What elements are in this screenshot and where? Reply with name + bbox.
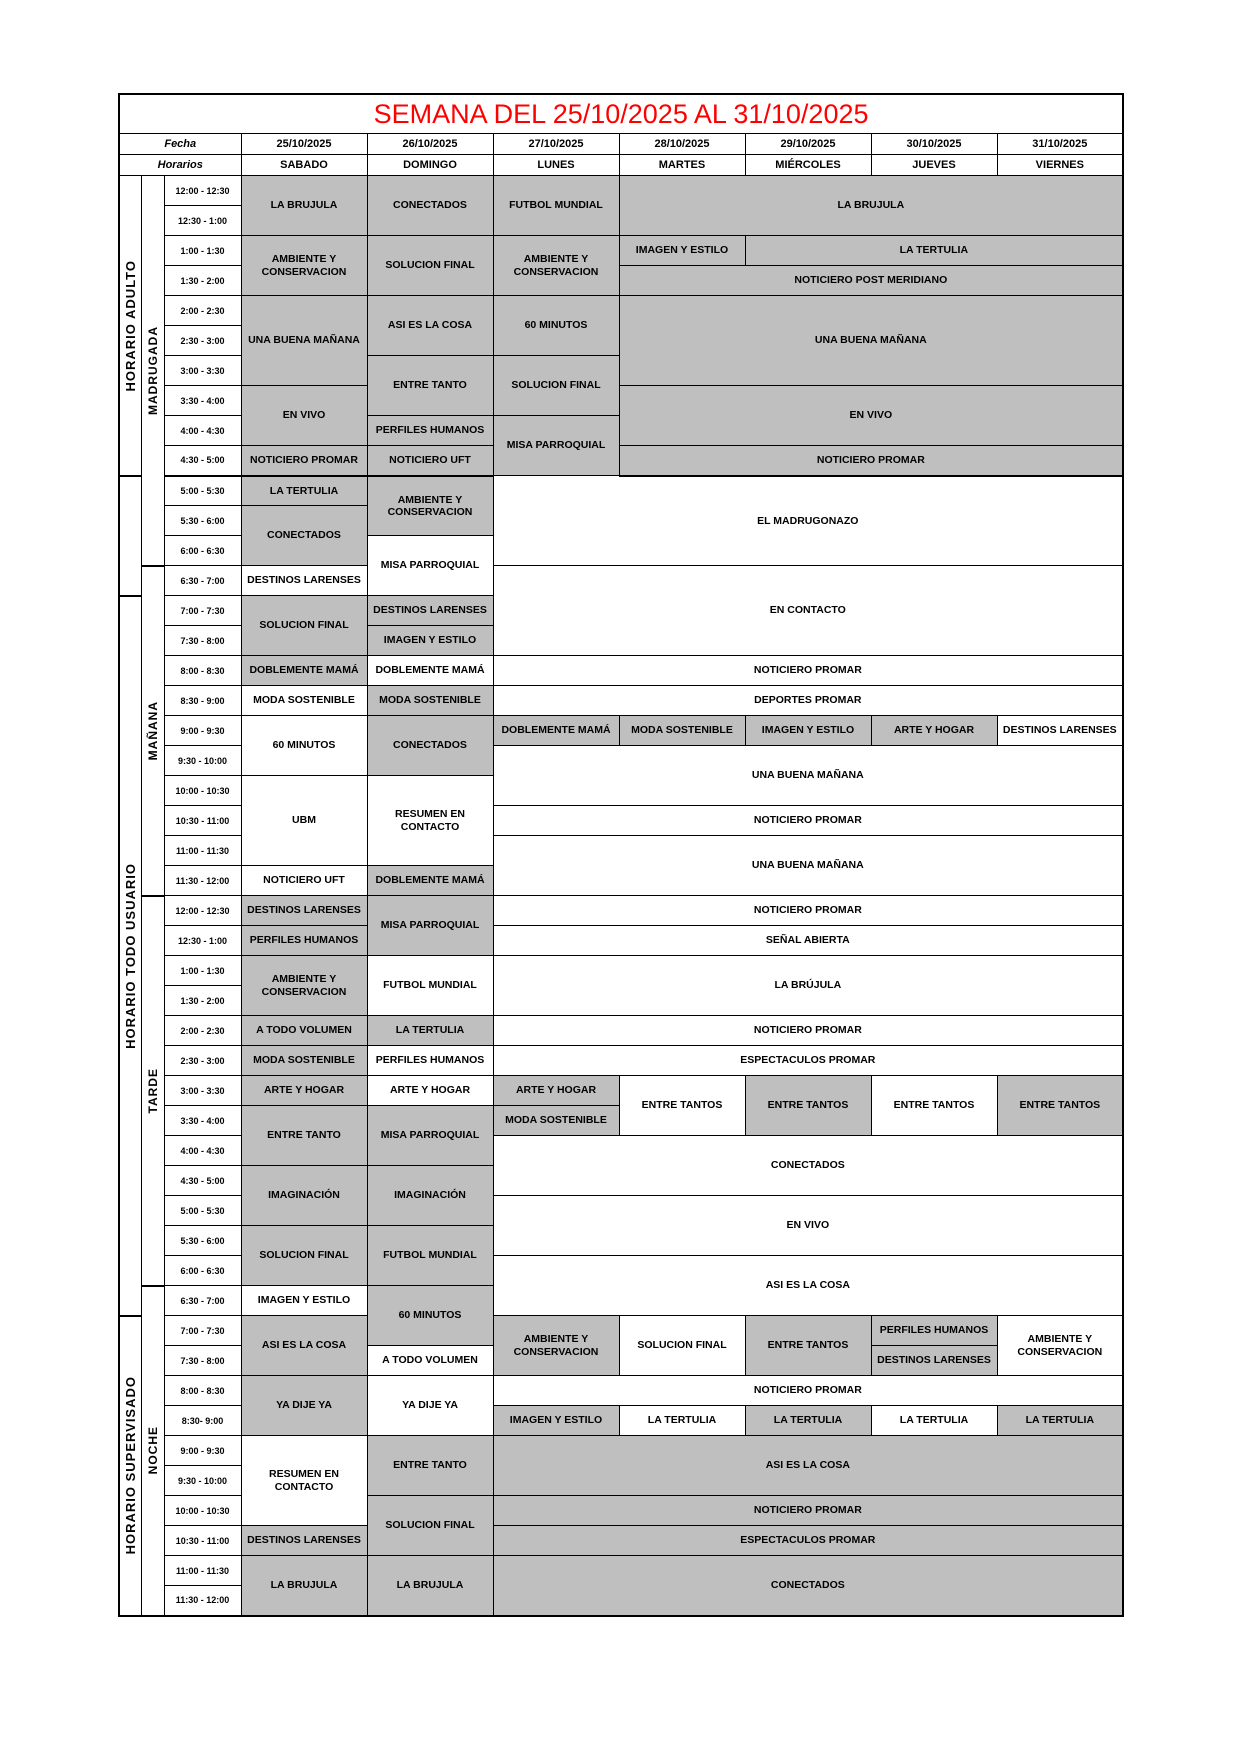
program-cell: UBM (241, 776, 367, 866)
program-cell: ASI ES LA COSA (367, 296, 493, 356)
program-cell: DEPORTES PROMAR (493, 686, 1123, 716)
title-row (119, 94, 1123, 134)
day-header: DOMINGO (367, 155, 493, 176)
program-cell: ARTE Y HOGAR (241, 1076, 367, 1106)
date-header: 27/10/2025 (493, 134, 619, 155)
schedule-row (119, 656, 1123, 686)
schedule-row (119, 896, 1123, 926)
period-label: MAÑANA (141, 566, 164, 896)
time-slot: 7:30 - 8:00 (164, 626, 241, 656)
program-cell: SEÑAL ABIERTA (493, 926, 1123, 956)
schedule-row (119, 1316, 1123, 1346)
program-cell: CONECTADOS (493, 1136, 1123, 1196)
schedule-row (119, 1076, 1123, 1106)
program-cell: MISA PARROQUIAL (493, 416, 619, 476)
time-slot: 11:00 - 11:30 (164, 836, 241, 866)
program-cell: LA BRUJULA (619, 176, 1123, 236)
program-cell: A TODO VOLUMEN (241, 1016, 367, 1046)
program-cell: SOLUCION FINAL (493, 356, 619, 416)
program-cell: DESTINOS LARENSES (871, 1346, 997, 1376)
program-cell: MODA SOSTENIBLE (619, 716, 745, 746)
program-cell: ENTRE TANTOS (997, 1076, 1123, 1136)
time-slot: 7:30 - 8:00 (164, 1346, 241, 1376)
time-slot: 2:30 - 3:00 (164, 1046, 241, 1076)
program-cell: LA BRUJULA (241, 176, 367, 236)
fecha-label: Fecha (119, 134, 241, 155)
program-cell: MODA SOSTENIBLE (241, 1046, 367, 1076)
day-header: MIÉRCOLES (745, 155, 871, 176)
program-cell: FUTBOL MUNDIAL (367, 1226, 493, 1286)
program-cell: NOTICIERO POST MERIDIANO (619, 266, 1123, 296)
schedule-row (119, 446, 1123, 476)
time-slot: 8:00 - 8:30 (164, 656, 241, 686)
program-cell: UNA BUENA MAÑANA (241, 296, 367, 386)
program-cell: MISA PARROQUIAL (367, 1106, 493, 1166)
time-slot: 11:30 - 12:00 (164, 1586, 241, 1616)
program-cell: LA BRUJULA (367, 1556, 493, 1616)
program-cell: NOTICIERO PROMAR (493, 896, 1123, 926)
schedule-row (119, 686, 1123, 716)
schedule-row (119, 1436, 1123, 1466)
program-cell: SOLUCION FINAL (241, 596, 367, 656)
schedule-row (119, 236, 1123, 266)
program-cell: LA BRUJULA (241, 1556, 367, 1616)
section-label: HORARIO ADULTO (119, 176, 141, 476)
horarios-label: Horarios (119, 155, 241, 176)
time-slot: 4:30 - 5:00 (164, 1166, 241, 1196)
program-cell: CONECTADOS (493, 1556, 1123, 1616)
time-slot: 10:00 - 10:30 (164, 1496, 241, 1526)
program-cell: ASI ES LA COSA (493, 1436, 1123, 1496)
program-cell: ENTRE TANTOS (871, 1076, 997, 1136)
date-header: 30/10/2025 (871, 134, 997, 155)
program-cell: IMAGINACIÓN (241, 1166, 367, 1226)
program-cell: IMAGEN Y ESTILO (241, 1286, 367, 1316)
program-cell: FUTBOL MUNDIAL (367, 956, 493, 1016)
time-slot: 12:30 - 1:00 (164, 926, 241, 956)
date-header: 31/10/2025 (997, 134, 1123, 155)
program-cell: ASI ES LA COSA (493, 1256, 1123, 1316)
section-label: HORARIO SUPERVISADO (119, 1316, 141, 1616)
program-cell: NOTICIERO UFT (367, 446, 493, 476)
time-slot: 5:30 - 6:00 (164, 506, 241, 536)
time-slot: 3:30 - 4:00 (164, 386, 241, 416)
program-cell: CONECTADOS (241, 506, 367, 566)
time-slot: 7:00 - 7:30 (164, 596, 241, 626)
page-title: SEMANA DEL 25/10/2025 AL 31/10/2025 (119, 94, 1123, 134)
program-cell: IMAGEN Y ESTILO (493, 1406, 619, 1436)
time-slot: 4:30 - 5:00 (164, 446, 241, 476)
program-cell: NOTICIERO PROMAR (493, 1376, 1123, 1406)
program-cell: SOLUCION FINAL (367, 236, 493, 296)
program-cell: LA TERTULIA (997, 1406, 1123, 1436)
program-cell: 60 MINUTOS (493, 296, 619, 356)
program-cell: DOBLEMENTE MAMÁ (367, 656, 493, 686)
time-slot: 1:00 - 1:30 (164, 956, 241, 986)
day-header: MARTES (619, 155, 745, 176)
time-slot: 9:30 - 10:00 (164, 1466, 241, 1496)
program-cell: DESTINOS LARENSES (241, 566, 367, 596)
time-slot: 12:00 - 12:30 (164, 896, 241, 926)
schedule-row (119, 1016, 1123, 1046)
program-cell: ENTRE TANTO (367, 1436, 493, 1496)
day-header: SABADO (241, 155, 367, 176)
time-slot: 3:00 - 3:30 (164, 1076, 241, 1106)
program-cell: NOTICIERO PROMAR (493, 1016, 1123, 1046)
program-cell: PERFILES HUMANOS (367, 416, 493, 446)
schedule-row (119, 296, 1123, 326)
program-cell: ARTE Y HOGAR (871, 716, 997, 746)
time-slot: 12:30 - 1:00 (164, 206, 241, 236)
program-cell: ARTE Y HOGAR (493, 1076, 619, 1106)
schedule-row (119, 1556, 1123, 1586)
time-slot: 2:30 - 3:00 (164, 326, 241, 356)
program-cell: ESPECTACULOS PROMAR (493, 1046, 1123, 1076)
program-cell: 60 MINUTOS (367, 1286, 493, 1346)
program-cell: LA TERTULIA (745, 1406, 871, 1436)
schedule-row (119, 1526, 1123, 1556)
program-cell: DESTINOS LARENSES (367, 596, 493, 626)
program-cell: NOTICIERO PROMAR (493, 1496, 1123, 1526)
program-cell: IMAGEN Y ESTILO (367, 626, 493, 656)
program-cell: CONECTADOS (367, 716, 493, 776)
time-slot: 9:00 - 9:30 (164, 716, 241, 746)
program-cell: SOLUCION FINAL (619, 1316, 745, 1376)
program-cell: LA BRÚJULA (493, 956, 1123, 1016)
program-cell: DESTINOS LARENSES (997, 716, 1123, 746)
time-slot: 5:30 - 6:00 (164, 1226, 241, 1256)
time-slot: 9:00 - 9:30 (164, 1436, 241, 1466)
program-cell: AMBIENTE Y CONSERVACION (367, 476, 493, 536)
schedule-row (119, 476, 1123, 506)
program-cell: DESTINOS LARENSES (241, 1526, 367, 1556)
date-header: 29/10/2025 (745, 134, 871, 155)
program-cell: LA TERTULIA (871, 1406, 997, 1436)
time-slot: 12:00 - 12:30 (164, 176, 241, 206)
time-slot: 1:30 - 2:00 (164, 266, 241, 296)
day-row (119, 155, 1123, 176)
time-slot: 9:30 - 10:00 (164, 746, 241, 776)
program-cell: ENTRE TANTO (367, 356, 493, 416)
time-slot: 10:00 - 10:30 (164, 776, 241, 806)
time-slot: 11:30 - 12:00 (164, 866, 241, 896)
program-cell: MISA PARROQUIAL (367, 896, 493, 956)
program-cell: DOBLEMENTE MAMÁ (493, 716, 619, 746)
time-slot: 6:30 - 7:00 (164, 566, 241, 596)
time-slot: 4:00 - 4:30 (164, 1136, 241, 1166)
program-cell: PERFILES HUMANOS (241, 926, 367, 956)
program-cell: RESUMEN EN CONTACTO (241, 1436, 367, 1526)
program-cell: A TODO VOLUMEN (367, 1346, 493, 1376)
schedule-row (119, 1376, 1123, 1406)
program-cell: AMBIENTE Y CONSERVACION (997, 1316, 1123, 1376)
program-cell: EL MADRUGONAZO (493, 476, 1123, 566)
period-label: TARDE (141, 896, 164, 1286)
program-cell: NOTICIERO PROMAR (493, 656, 1123, 686)
program-cell: FUTBOL MUNDIAL (493, 176, 619, 236)
date-row (119, 134, 1123, 155)
program-cell: EN VIVO (241, 386, 367, 446)
program-cell: RESUMEN EN CONTACTO (367, 776, 493, 866)
section-label (119, 476, 141, 596)
program-cell: DOBLEMENTE MAMÁ (241, 656, 367, 686)
program-cell: NOTICIERO PROMAR (241, 446, 367, 476)
program-cell: EN VIVO (619, 386, 1123, 446)
program-cell: ENTRE TANTOS (745, 1316, 871, 1376)
program-cell: IMAGINACIÓN (367, 1166, 493, 1226)
time-slot: 6:00 - 6:30 (164, 536, 241, 566)
program-cell: ENTRE TANTOS (619, 1076, 745, 1136)
time-slot: 6:00 - 6:30 (164, 1256, 241, 1286)
program-cell: MODA SOSTENIBLE (241, 686, 367, 716)
schedule-row (119, 716, 1123, 746)
schedule-row (119, 956, 1123, 986)
date-header: 25/10/2025 (241, 134, 367, 155)
program-cell: MODA SOSTENIBLE (367, 686, 493, 716)
program-cell: AMBIENTE Y CONSERVACION (241, 956, 367, 1016)
date-header: 28/10/2025 (619, 134, 745, 155)
time-slot: 2:00 - 2:30 (164, 1016, 241, 1046)
program-cell: ENTRE TANTOS (745, 1076, 871, 1136)
schedule-row (119, 176, 1123, 206)
program-cell: YA DIJE YA (367, 1376, 493, 1436)
program-cell: EN VIVO (493, 1196, 1123, 1256)
time-slot: 3:30 - 4:00 (164, 1106, 241, 1136)
program-cell: UNA BUENA MAÑANA (493, 746, 1123, 806)
section-label: HORARIO TODO USUARIO (119, 596, 141, 1316)
time-slot: 5:00 - 5:30 (164, 1196, 241, 1226)
program-cell: ENTRE TANTO (241, 1106, 367, 1166)
program-cell: AMBIENTE Y CONSERVACION (241, 236, 367, 296)
program-cell: DESTINOS LARENSES (241, 896, 367, 926)
time-slot: 6:30 - 7:00 (164, 1286, 241, 1316)
day-header: VIERNES (997, 155, 1123, 176)
time-slot: 11:00 - 11:30 (164, 1556, 241, 1586)
program-cell: ARTE Y HOGAR (367, 1076, 493, 1106)
program-cell: LA TERTULIA (367, 1016, 493, 1046)
program-cell: NOTICIERO PROMAR (619, 446, 1123, 476)
date-header: 26/10/2025 (367, 134, 493, 155)
program-cell: IMAGEN Y ESTILO (619, 236, 745, 266)
program-cell: DOBLEMENTE MAMÁ (367, 866, 493, 896)
time-slot: 8:30- 9:00 (164, 1406, 241, 1436)
program-cell: LA TERTULIA (745, 236, 1123, 266)
program-cell: AMBIENTE Y CONSERVACION (493, 236, 619, 296)
time-slot: 8:30 - 9:00 (164, 686, 241, 716)
time-slot: 10:30 - 11:00 (164, 1526, 241, 1556)
program-cell: CONECTADOS (367, 176, 493, 236)
period-label: NOCHE (141, 1286, 164, 1616)
program-cell: UNA BUENA MAÑANA (619, 296, 1123, 386)
schedule-row (119, 386, 1123, 416)
day-header: JUEVES (871, 155, 997, 176)
program-cell: NOTICIERO PROMAR (493, 806, 1123, 836)
program-cell: NOTICIERO UFT (241, 866, 367, 896)
program-cell: MODA SOSTENIBLE (493, 1106, 619, 1136)
program-cell: SOLUCION FINAL (367, 1496, 493, 1556)
period-label: MADRUGADA (141, 176, 164, 566)
time-slot: 1:00 - 1:30 (164, 236, 241, 266)
time-slot: 8:00 - 8:30 (164, 1376, 241, 1406)
time-slot: 4:00 - 4:30 (164, 416, 241, 446)
program-cell: EN CONTACTO (493, 566, 1123, 656)
schedule-row (119, 1046, 1123, 1076)
program-cell: IMAGEN Y ESTILO (745, 716, 871, 746)
time-slot: 5:00 - 5:30 (164, 476, 241, 506)
program-cell: PERFILES HUMANOS (367, 1046, 493, 1076)
time-slot: 3:00 - 3:30 (164, 356, 241, 386)
time-slot: 1:30 - 2:00 (164, 986, 241, 1016)
program-cell: ESPECTACULOS PROMAR (493, 1526, 1123, 1556)
program-cell: UNA BUENA MAÑANA (493, 836, 1123, 896)
program-cell: ASI ES LA COSA (241, 1316, 367, 1376)
time-slot: 7:00 - 7:30 (164, 1316, 241, 1346)
program-cell: 60 MINUTOS (241, 716, 367, 776)
schedule-table (118, 93, 1124, 1617)
program-cell: SOLUCION FINAL (241, 1226, 367, 1286)
day-header: LUNES (493, 155, 619, 176)
time-slot: 10:30 - 11:00 (164, 806, 241, 836)
time-slot: 2:00 - 2:30 (164, 296, 241, 326)
program-cell: YA DIJE YA (241, 1376, 367, 1436)
program-cell: MISA PARROQUIAL (367, 536, 493, 596)
schedule-row (119, 566, 1123, 596)
program-cell: LA TERTULIA (241, 476, 367, 506)
program-cell: PERFILES HUMANOS (871, 1316, 997, 1346)
program-cell: LA TERTULIA (619, 1406, 745, 1436)
program-cell: AMBIENTE Y CONSERVACION (493, 1316, 619, 1376)
schedule-row (119, 926, 1123, 956)
